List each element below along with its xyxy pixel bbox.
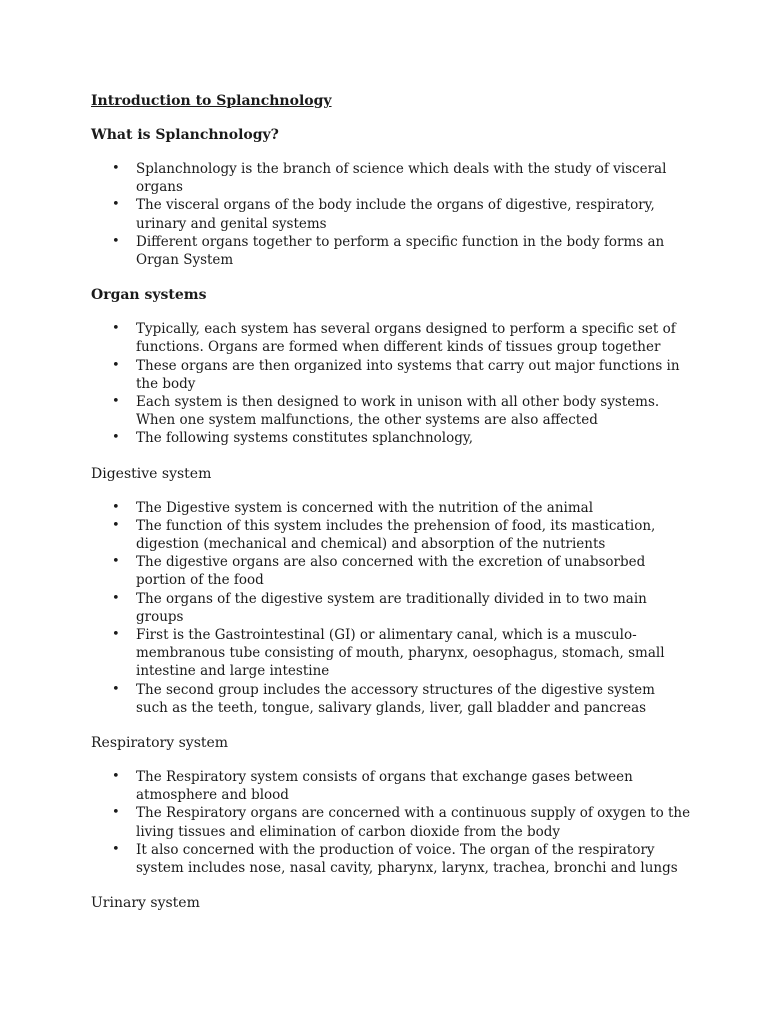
bullet-icon: •	[112, 769, 120, 785]
bullet-list-respiratory-system	[91, 768, 691, 877]
list-item: • The following systems constitutes splanchnology,	[112, 430, 474, 447]
bullet-icon: •	[112, 321, 120, 337]
bullet-list-organ-systems	[91, 320, 691, 447]
bullet-icon: •	[112, 430, 120, 446]
bullet-list-digestive-system	[91, 499, 691, 717]
list-item: • Typically, each system has several organs designed to perform a specific set of functions. Organs are formed when different kinds of tissues group together	[112, 321, 676, 356]
list-item: • Each system is then designed to work in unison with all other body systems. When one system malfunctions, the other systems are also affected	[112, 394, 660, 429]
section-heading-urinary-system: Urinary system	[91, 895, 200, 912]
bullet-list-what-is-splanchnology	[91, 160, 691, 269]
list-item: • The Digestive system is concerned with the nutrition of the animal	[112, 499, 594, 516]
bullet-icon: •	[112, 394, 120, 410]
list-item: • These organs are then organized into systems that carry out major functions in the body	[112, 357, 680, 392]
list-item: • The visceral organs of the body include the organs of digestive, respiratory, urinary and genital systems	[112, 197, 655, 232]
bullet-icon: •	[112, 590, 120, 606]
bullet-icon: •	[112, 517, 120, 533]
section-heading-organ-systems: Organ systems	[91, 287, 207, 304]
section-heading-what-is-splanchnology: What is Splanchnology?	[91, 127, 279, 143]
list-item: • The Respiratory system consists of organs that exchange gases between atmosphere and blood	[112, 769, 633, 804]
bullet-icon: •	[112, 357, 120, 373]
list-item: • The Respiratory organs are concerned with a continuous supply of oxygen to the living tissues and elimination of carbon dioxide from the body	[112, 805, 691, 840]
bullet-icon: •	[112, 233, 120, 249]
list-item: • The digestive organs are also concerned with the excretion of unabsorbed portion of the food	[112, 554, 646, 589]
bullet-icon: •	[112, 841, 120, 857]
document-title: Introduction to Splanchnology	[91, 93, 332, 109]
list-item: • First is the Gastrointestinal (GI) or alimentary canal, which is a musculo-membranous tube consisting of mouth, pharynx, oesophagus, stomach, small intestine and large intestine	[112, 627, 665, 680]
list-item: • It also concerned with the production of voice. The organ of the respiratory system includes nose, nasal cavity, pharynx, larynx, trachea, bronchi and lungs	[112, 841, 678, 877]
bullet-icon: •	[112, 197, 120, 213]
bullet-icon: •	[112, 499, 120, 515]
bullet-icon: •	[112, 161, 120, 176]
section-heading-respiratory-system: Respiratory system	[91, 735, 229, 752]
document-content	[91, 92, 691, 928]
list-item: • Splanchnology is the branch of science which deals with the study of visceral organs	[112, 161, 667, 196]
section-heading-digestive-system: Digestive system	[91, 465, 212, 482]
bullet-icon: •	[112, 805, 120, 821]
list-item: • The function of this system includes the prehension of food, its mastication, digestion (mechanical and chemical) and absorption of the nutrients	[112, 517, 656, 553]
bullet-icon: •	[112, 554, 120, 570]
list-item: • The organs of the digestive system are traditionally divided in to two main groups	[112, 590, 647, 625]
list-item: • The second group includes the accessory structures of the digestive system such as the teeth, tongue, salivary glands, liver, gall bladder and pancreas	[112, 681, 655, 716]
bullet-icon: •	[112, 627, 120, 643]
list-item: • Different organs together to perform a specific function in the body forms an Organ System	[112, 233, 665, 269]
bullet-icon: •	[112, 681, 120, 697]
